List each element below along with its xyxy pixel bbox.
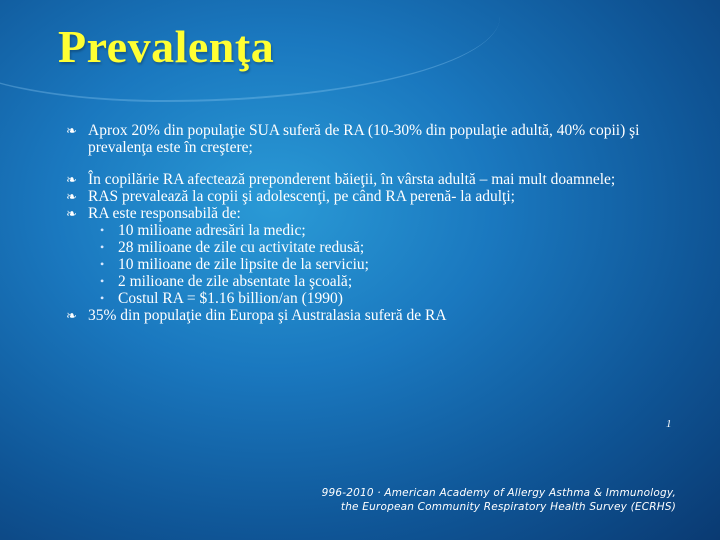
source-line: 996-2010 · American Academy of Allergy Asthma & Immunology, [321,487,676,499]
bullet-text: În copilărie RA afectează preponderent băieţii, în vârsta adultă – mai mult doamnele; [88,171,616,188]
sub-bullet-item [66,256,706,273]
sub-bullet-text: 28 milioane de zile cu activitate redusă; [118,239,365,256]
leaf-bullet-icon: ❧ [66,123,77,138]
leaf-bullet-icon: ❧ [66,308,77,323]
dot-bullet-icon: • [100,291,105,305]
source-line: the European Community Respiratory Health Survey (ECRHS) [340,501,676,513]
dot-bullet-icon: • [100,274,105,288]
leaf-bullet-icon: ❧ [66,206,77,221]
sub-bullet-text: Costul RA = $1.16 billion/an (1990) [118,290,343,307]
sub-bullet-text: 10 milioane adresări la medic; [118,222,306,239]
sub-bullet-item [66,290,706,307]
dot-bullet-icon: • [100,257,105,271]
sub-bullet-item [66,273,706,290]
bullet-item [66,307,706,324]
bullet-item [66,188,706,205]
slide-title: Prevalenţa [58,21,275,72]
sub-bullet-text: 2 milioane de zile absentate la şcoală; [118,273,353,290]
bullet-item [66,205,706,222]
bullet-text: Aprox 20% din populaţie SUA suferă de RA (10-30% din populaţie adultă, 40% copii) şi prevalenţa este în creştere; [88,122,640,156]
bullet-item [66,171,706,188]
dot-bullet-icon: • [100,223,105,237]
sub-bullet-text: 10 milioane de zile lipsite de la serviciu; [118,256,369,273]
bullet-text: RAS prevalează la copii şi adolescenţi, pe când RA perenă- la adulţi; [88,188,515,205]
leaf-bullet-icon: ❧ [66,189,77,204]
sub-bullet-item [66,239,706,256]
leaf-bullet-icon: ❧ [66,172,77,187]
sub-bullet-item [66,222,706,239]
dot-bullet-icon: • [100,240,105,254]
bullet-text: 35% din populaţie din Europa şi Australasia suferă de RA [88,307,447,324]
bullet-item [66,122,706,156]
source-citation [322,486,676,514]
bullet-list [66,122,706,324]
page-number: 1 [666,418,672,430]
bullet-text: RA este responsabilă de: [88,205,241,222]
